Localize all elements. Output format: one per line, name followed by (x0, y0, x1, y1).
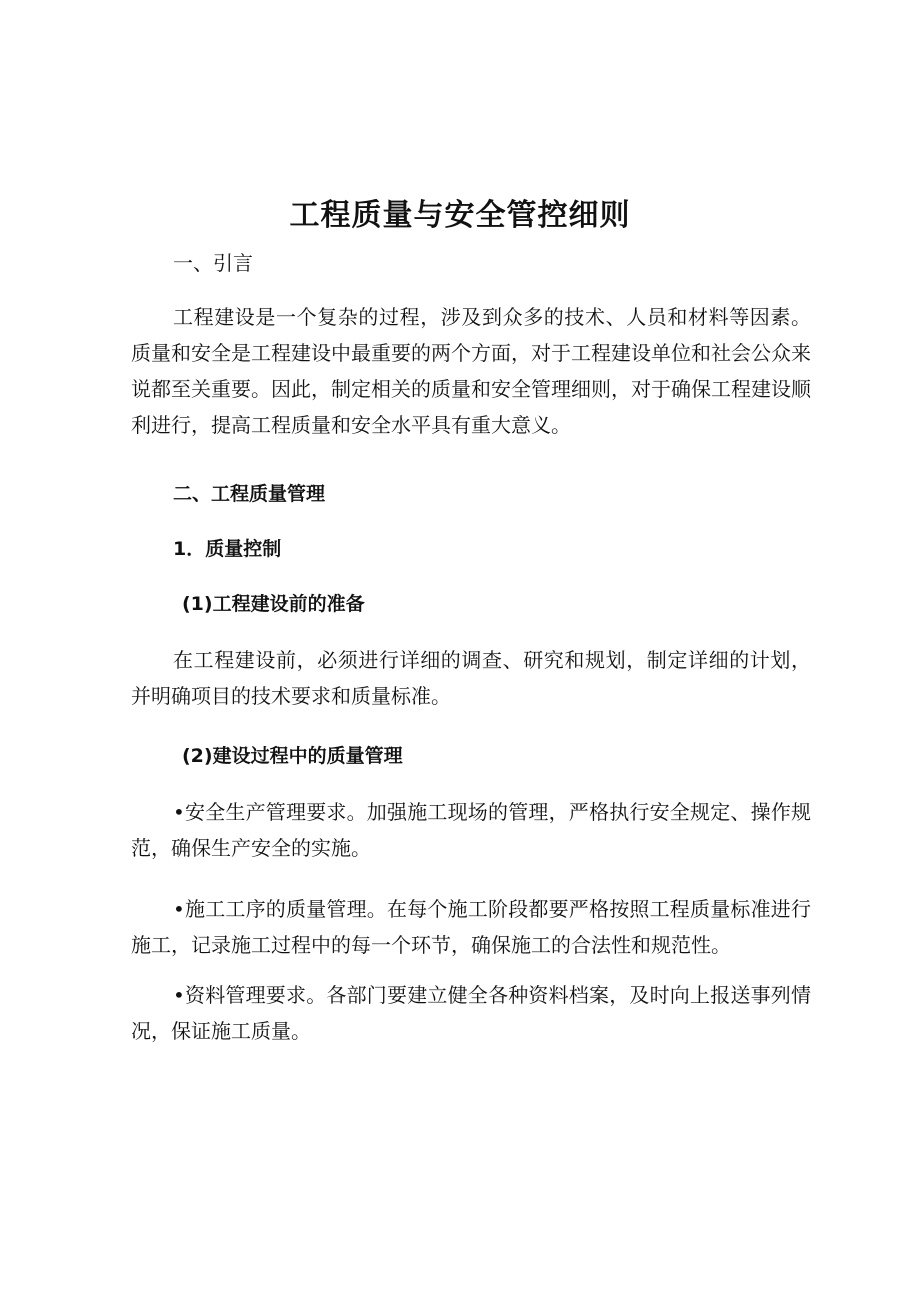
preparation-paragraph: 在工程建设前，必须进行详细的调查、研究和规划，制定详细的计划，并明确项目的技术要求和质量标准。 (131, 648, 811, 708)
subsection-heading-preparation: (1)工程建设前的准备 (182, 593, 365, 615)
bullet-item-records-management: •资料管理要求。各部门要建立健全各种资料档案，及时向上报送事列情况，保证施工质量。 (131, 983, 811, 1043)
section-heading-quality-management: 二、工程质量管理 (173, 483, 326, 505)
section-heading-introduction: 一、引言 (173, 251, 253, 275)
bullet-item-safety-production: •安全生产管理要求。加强施工现场的管理，严格执行安全规定、操作规范，确保生产安全的实施。 (131, 800, 811, 860)
subsection-heading-quality-control: 1．质量控制 (173, 538, 282, 560)
subsection-heading-process-quality: (2)建设过程中的质量管理 (182, 745, 403, 767)
bullet-item-process-quality: •施工工序的质量管理。在每个施工阶段都要严格按照工程质量标准进行施工，记录施工过程中的每一个环节，确保施工的合法性和规范性。 (131, 897, 811, 957)
document-title: 工程质量与安全管控细则 (289, 198, 631, 233)
introduction-paragraph: 工程建设是一个复杂的过程，涉及到众多的技术、人员和材料等因素。质量和安全是工程建设中最重要的两个方面，对于工程建设单位和社会公众来说都至关重要。因此，制定相关的质量和安全管理细则，对于确保工程建设顺利进行，提高工程质量和安全水平具有重大意义。 (131, 305, 811, 437)
